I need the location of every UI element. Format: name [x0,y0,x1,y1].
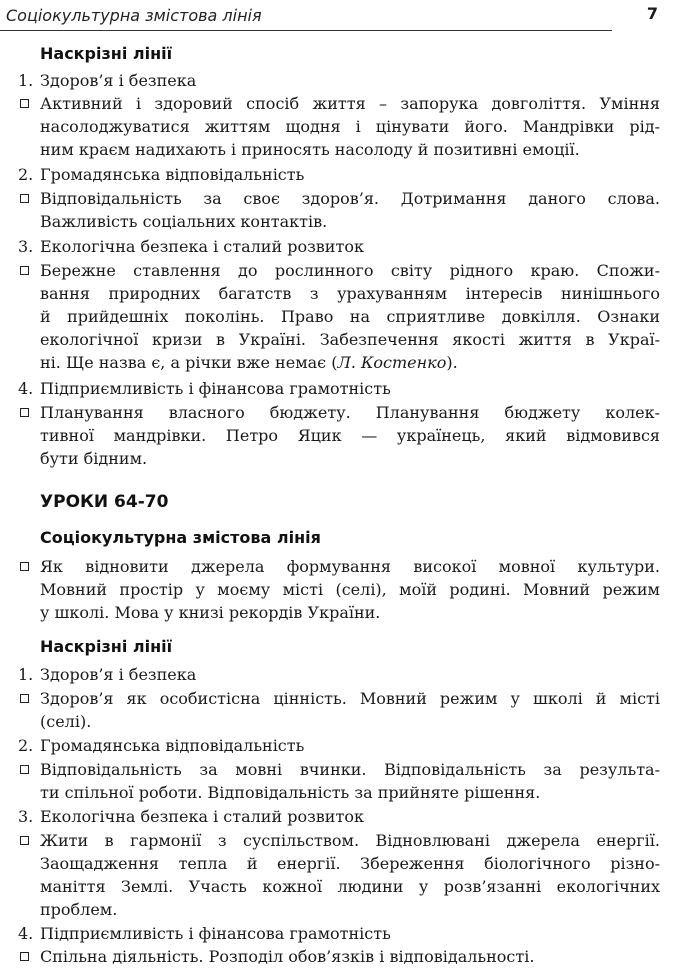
checkbox-bullet-icon [20,266,29,275]
item-title: Громадянська відповідальність [40,165,305,184]
quote-author: Л. Костенко [337,353,447,372]
running-title: Соціокультурна змістова лінія [6,6,262,25]
checkbox-bullet-icon [20,765,29,774]
paragraph-text: Спільна діяльність. Розподіл обов’язків і відповідальності. [40,947,535,966]
paragraph-text: Відповідальність за своє здоров’я. Дотримання даного слова. Важливість соціальних контактів. [40,189,660,231]
checkbox-bullet-icon [20,194,29,203]
item-title: Екологічна безпека і сталий розвиток [40,237,364,256]
section-heading-sociocultural: Соціокультурна змістова лінія [40,528,321,547]
paragraph-text: Жити в гармонії з суспільством. Відновлювані джерела енергії. Заощадження тепла й енергії. Збереження біологічного різно- маніття Землі. Участь кожної людини у розв’язанні екологічних проблем. [40,831,660,919]
page-header [0,0,674,40]
paragraph-text: Планування власного бюджету. Планування бюджету колек- тивної мандрівки. Петро Яцик — українець, який відмовився бути бідним. [40,403,660,468]
checkbox-bullet-icon [20,408,29,417]
page-number: 7 [646,4,658,23]
section-heading-cross-lines: Наскрізні лінії [40,637,173,656]
paragraph-text: Бережне ставлення до рослинного світу рідного краю. Спожи- вання природних багатств з урахуванням інтересів нинішнього й прийдешніх поколінь. Право на сприятливе довкілля. Ознаки екологічної кризи в Україні. Забезпечення якості життя в Украї- ні. Ще назва є, а річки вже немає (Л. Костенко). [40,261,660,372]
paragraph-text: Як відновити джерела формування високої мовної культури. Мовний простір у моєму місті (селі), моїй родині. Мовний режим у школі. Мова у книзі рекордів України. [40,557,660,622]
checkbox-bullet-icon [20,952,29,961]
item-number: 4. [18,379,34,398]
header-rule [0,30,612,31]
item-number: 4. [18,924,34,943]
item-number: 3. [18,237,34,256]
paragraph-text: Відповідальність за мовні вчинки. Відповідальність за результа- ти спільної роботи. Відповідальність за прийняте рішення. [40,760,660,802]
item-number: 1. [18,71,34,90]
section-heading-cross-lines: Наскрізні лінії [40,44,173,63]
paragraph-text: Здоров’я як особистісна цінність. Мовний режим у школі й місті (селі). [40,689,660,731]
item-number: 3. [18,807,34,826]
checkbox-bullet-icon [20,836,29,845]
item-title: Екологічна безпека і сталий розвиток [40,807,364,826]
checkbox-bullet-icon [20,562,29,571]
item-number: 2. [18,165,34,184]
paragraph-text: Активний і здоровий спосіб життя – запорука довголіття. Уміння насолоджуватися життям щодня і цінувати його. Мандрівки рід- ним краєм надихають і приносять насолоду й позитивні емоції. [40,94,660,159]
item-title: Підприємливість і фінансова грамотність [40,924,391,943]
item-title: Громадянська відповідальність [40,736,305,755]
lessons-heading: УРОКИ 64-70 [40,492,169,512]
item-number: 2. [18,736,34,755]
checkbox-bullet-icon [20,99,29,108]
checkbox-bullet-icon [20,694,29,703]
item-title: Здоров’я і безпека [40,665,197,684]
item-title: Підприємливість і фінансова грамотність [40,379,391,398]
item-number: 1. [18,665,34,684]
item-title: Здоров’я і безпека [40,71,197,90]
